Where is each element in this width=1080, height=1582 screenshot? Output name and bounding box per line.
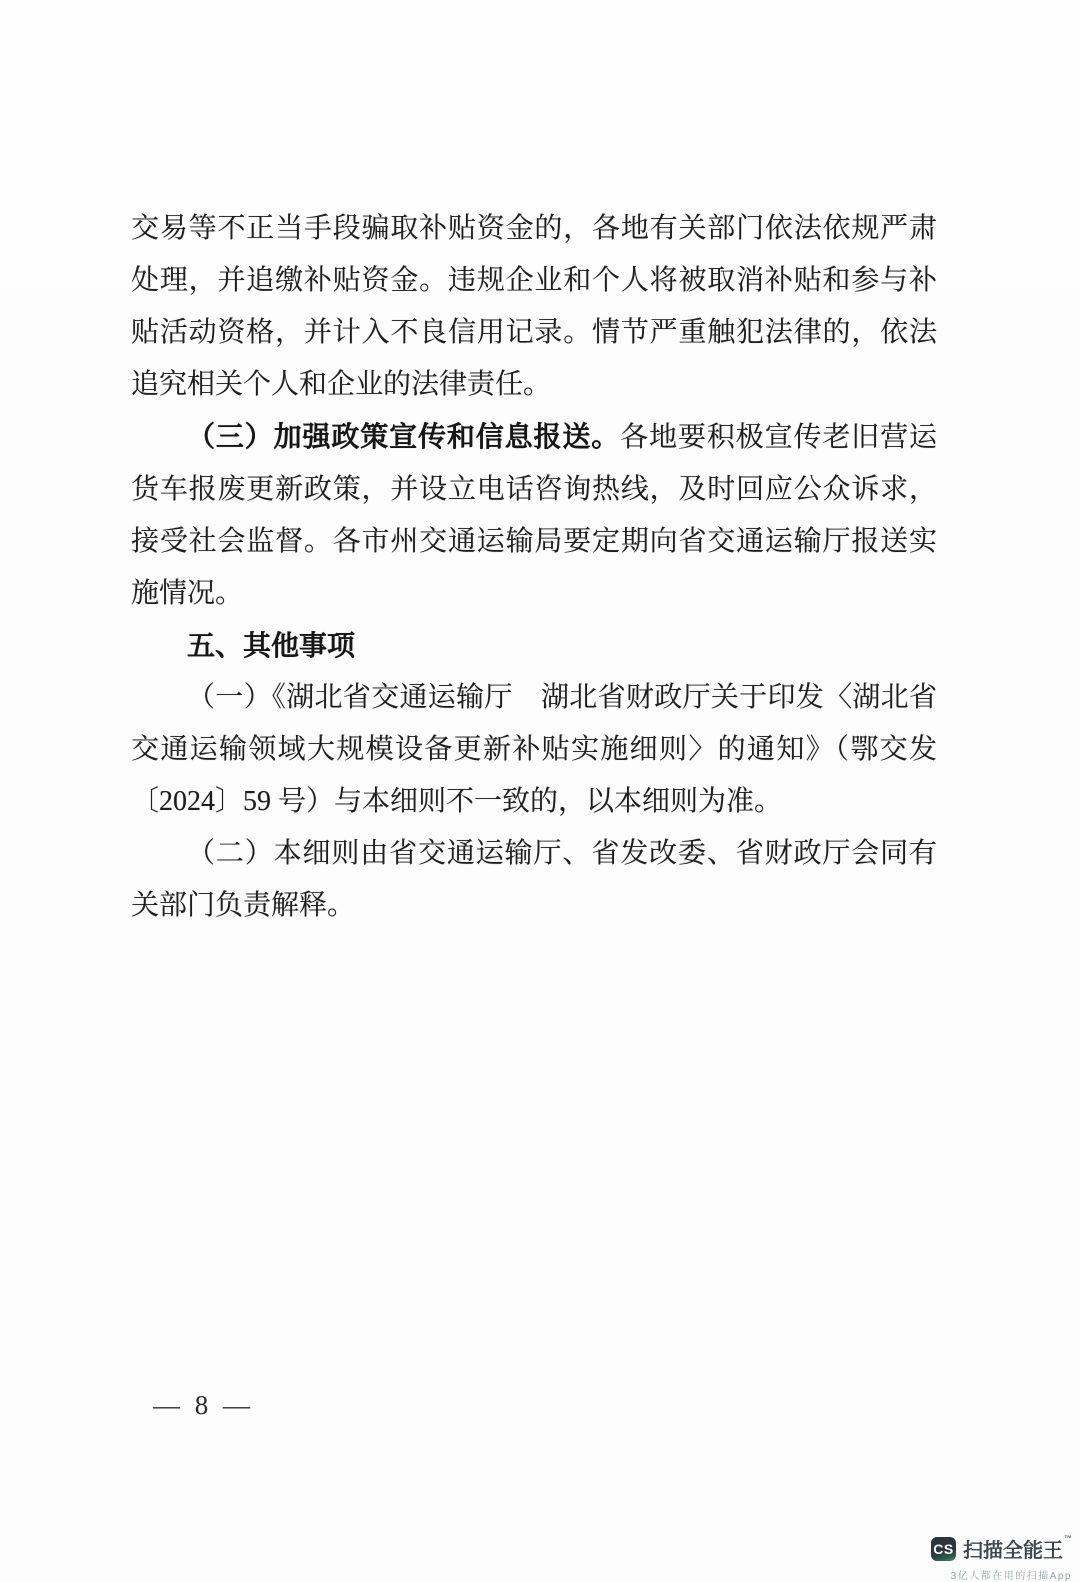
trademark-symbol: ™	[1064, 1534, 1072, 1543]
camscanner-app-name	[963, 1534, 1072, 1563]
paragraph-other-item-two: （二）本细则由省交通运输厅、省发改委、省财政厅会同有关部门负责解释。	[131, 838, 937, 921]
document-body	[131, 203, 937, 932]
camscanner-logo-row	[931, 1534, 1072, 1563]
camscanner-tagline: 3亿人都在用的扫描App	[950, 1571, 1072, 1582]
paragraph-other-item-one: （一）《湖北省交通运输厅 湖北省财政厅关于印发〈湖北省交通运输领域大规模设备更新补贴实施细则〉的通知》（鄂交发〔2024〕59 号）与本细则不一致的，以本细则为准。	[131, 682, 937, 817]
camscanner-app-name-text: 扫描全能王	[963, 1540, 1063, 1562]
camscanner-watermark	[912, 1534, 1072, 1582]
section-heading-five-other-matters: 五、其他事项	[187, 630, 356, 661]
paragraph-publicity-text: 各地要积极宣传老旧营运货车报废更新政策，并设立电话咨询热线，及时回应公众诉求，接受社会监督。各市州交通运输局要定期向省交通运输厅报送实施情况。	[131, 422, 937, 609]
page-number: — 8 —	[153, 1390, 254, 1420]
camscanner-icon-label: CS	[933, 1540, 954, 1557]
subsection-heading-three: （三）加强政策宣传和信息报送。	[187, 421, 621, 452]
camscanner-icon	[931, 1537, 956, 1561]
paragraph-penalty-continuation: 交易等不正当手段骗取补贴资金的，各地有关部门依法依规严肃处理，并追缴补贴资金。违规企业和个人将被取消补贴和参与补贴活动资格，并计入不良信用记录。情节严重触犯法律的，依法追究相关个人和企业的法律责任。	[131, 213, 937, 400]
paragraph-publicity	[131, 411, 937, 620]
